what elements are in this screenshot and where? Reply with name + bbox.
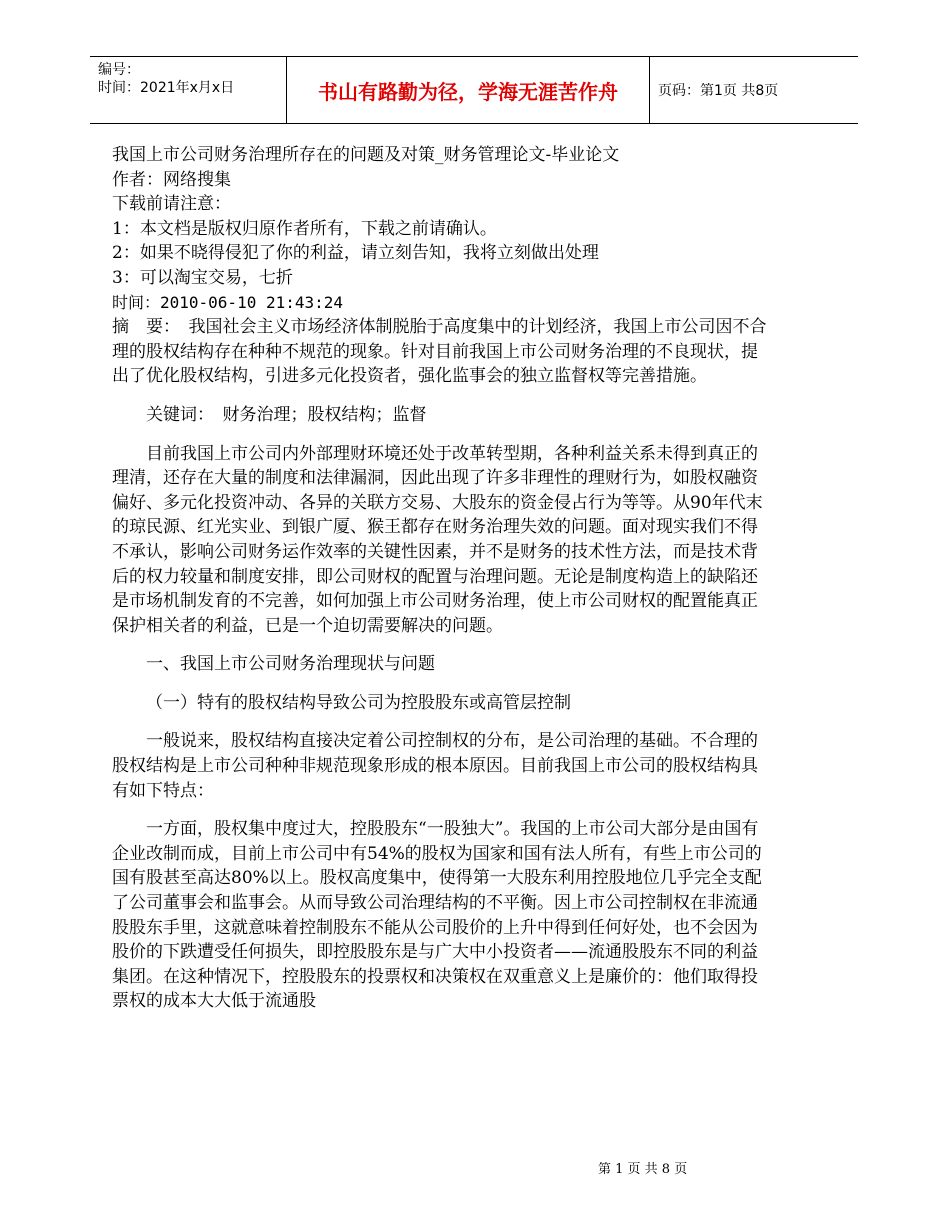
page-footer: 第 1 页 共 8 页 bbox=[598, 1162, 688, 1177]
doc-time-label: 时间：2021年x月x日 bbox=[98, 80, 235, 96]
page-header bbox=[90, 56, 858, 124]
download-note-2: 2：如果不晓得侵犯了你的利益，请立刻告知，我将立刻做出处理 bbox=[112, 243, 599, 264]
download-note-1: 1：本文档是版权归原作者所有，下载之前请确认。 bbox=[112, 218, 497, 239]
doc-title: 我国上市公司财务治理所存在的问题及对策_财务管理论文-毕业论文 bbox=[112, 145, 620, 165]
abstract: 摘 要： 我国社会主义市场经济体制脱胎于高度集中的计划经济，我国上市公司因不合理的股权结构存在种种不规范的现象。针对目前我国上市公司财务治理的不良现状，提出了优化股权结构，引进多元化投资者，强化监事会的独立监督权等完善措施。 bbox=[112, 317, 767, 387]
paragraph-intro: 目前我国上市公司内外部理财环境还处于改革转型期，各种利益关系未得到真正的理清，还存在大量的制度和法律漏洞，因此出现了许多非理性的理财行为，如股权融资偏好、多元化投资冲动、各异的关联方交易、大股东的资金侵占行为等等。从90年代末的琼民源、红光实业、到银广厦、猴王都存在财务治理失效的问题。面对现实我们不得不承认，影响公司财务运作效率的关键性因素，并不是财务的技术性方法，而是技术背后的权力较量和制度安排，即公司财权的配置与治理问题。无论是制度构造上的缺陷还是市场机制发育的不完善，如何加强上市公司财务治理，使上市公司财权的配置能真正保护相关者的利益，已是一个迫切需要解决的问题。 bbox=[112, 443, 763, 636]
paragraph-equity-structure: 一般说来，股权结构直接决定着公司控制权的分布，是公司治理的基础。不合理的股权结构是上市公司种种非规范现象形成的根本原因。目前我国上市公司的股权结构具有如下特点： bbox=[112, 731, 758, 801]
header-page-number: 页码：第1页 共8页 bbox=[658, 83, 779, 99]
doc-number-label: 编号： bbox=[98, 62, 140, 78]
paragraph-ownership-concentration: 一方面，股权集中度过大，控股股东“一股独大”。我国的上市公司大部分是由国有企业改制而成，目前上市公司中有54%的股权为国家和国有法人所有，有些上市公司的国有股甚至高达80%以上。股权高度集中，使得第一大股东利用控股地位几乎完全支配了公司董事会和监事会。从而导致公司治理结构的不平衡。因上市公司控制权在非流通股股东手里，这就意味着控制股东不能从公司股价的上升中得到任何好处，也不会因为股价的下跌遭受任何损失，即控股股东是与广大中小投资者——流通股股东不同的利益集团。在这种情况下，控股股东的投票权和决策权在双重意义上是廉价的：他们取得投票权的成本大大低于流通股 bbox=[112, 819, 762, 1012]
keywords: 关键词： 财务治理；股权结构；监督 bbox=[146, 404, 427, 425]
download-note-3: 3：可以淘宝交易，七折 bbox=[112, 267, 293, 288]
subsection-heading: （一）特有的股权结构导致公司为控股股东或高管层控制 bbox=[146, 692, 571, 713]
doc-time: 时间：2010-06-10 21:43:24 bbox=[112, 292, 344, 312]
download-note-heading: 下载前请注意： bbox=[112, 194, 231, 215]
header-left-cell bbox=[90, 57, 286, 123]
doc-author: 作者：网络搜集 bbox=[112, 169, 231, 190]
document-body bbox=[112, 143, 767, 1014]
header-motto: 书山有路勤为径，学海无涯苦作舟 bbox=[286, 57, 650, 123]
section-heading: 一、我国上市公司财务治理现状与问题 bbox=[146, 654, 435, 675]
